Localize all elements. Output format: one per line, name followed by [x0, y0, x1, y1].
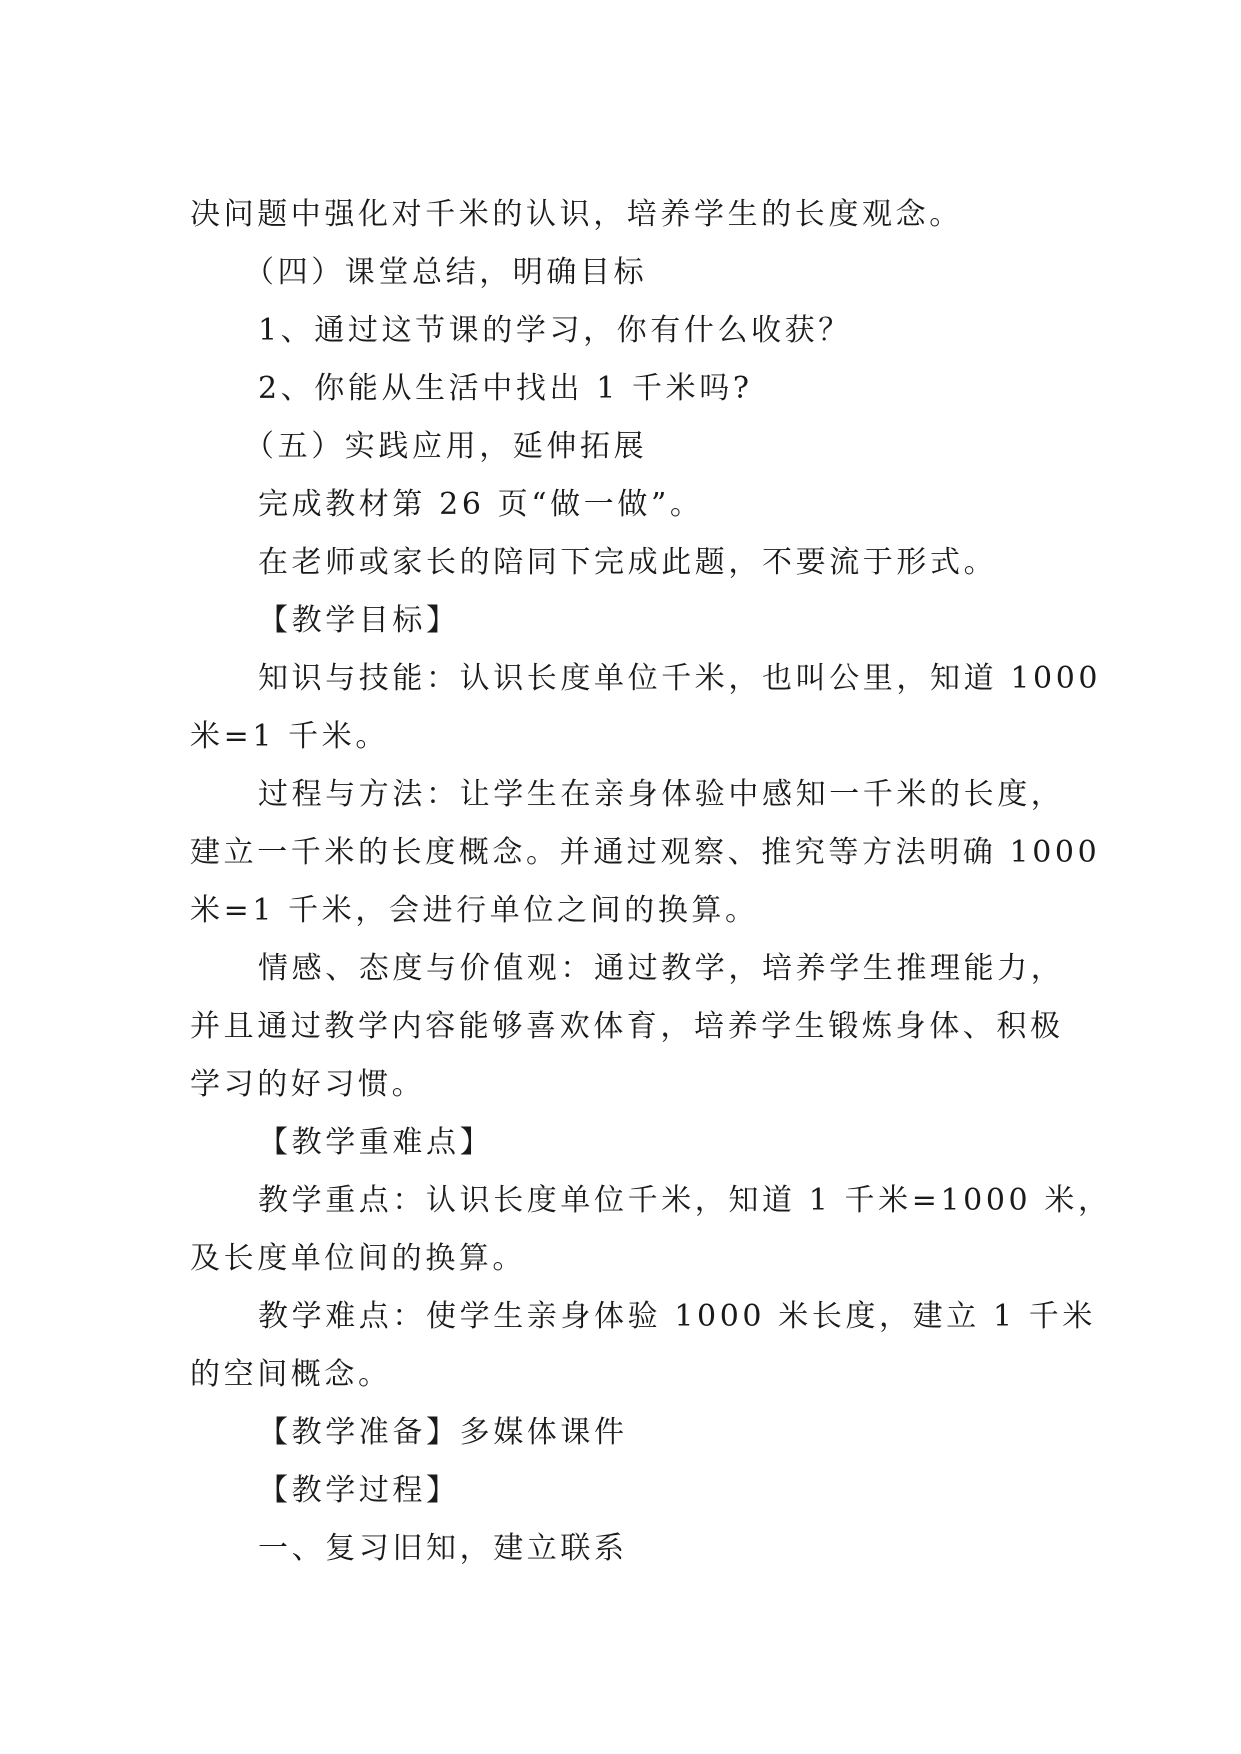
body-line: 的空间概念。 [190, 1357, 392, 1392]
body-line: 知识与技能：认识长度单位千米，也叫公里，知道 1000 [258, 661, 1102, 696]
bracket-heading-preparation: 【教学准备】多媒体课件 [258, 1415, 628, 1450]
body-line: 过程与方法：让学生在亲身体验中感知一千米的长度， [258, 777, 1065, 812]
body-line: 米=1 千米。 [190, 719, 389, 754]
body-line: 米=1 千米，会进行单位之间的换算。 [190, 893, 759, 928]
section-heading-5: （五）实践应用，延伸拓展 [244, 429, 648, 464]
body-line: 在老师或家长的陪同下完成此题，不要流于形式。 [258, 545, 998, 580]
body-line: 教学难点：使学生亲身体验 1000 米长度，建立 1 千米 [258, 1299, 1096, 1334]
section-heading-4: （四）课堂总结，明确目标 [244, 255, 648, 290]
body-line: 情感、态度与价值观：通过教学，培养学生推理能力， [258, 951, 1065, 986]
body-line: 并且通过教学内容能够喜欢体育，培养学生锻炼身体、积极 [190, 1009, 1064, 1044]
body-line: 建立一千米的长度概念。并通过观察、推究等方法明确 1000 [190, 835, 1101, 870]
body-line: 完成教材第 26 页“做一做”。 [258, 487, 704, 522]
body-line: 及长度单位间的换算。 [190, 1241, 526, 1276]
question-item-1: 1、通过这节课的学习，你有什么收获？ [258, 313, 852, 348]
body-line: 教学重点：认识长度单位千米，知道 1 千米=1000 米， [258, 1183, 1112, 1218]
bracket-heading-process: 【教学过程】 [258, 1473, 460, 1508]
body-line: 学习的好习惯。 [190, 1067, 426, 1102]
question-item-2: 2、你能从生活中找出 1 千米吗? [258, 371, 753, 406]
body-line: 决问题中强化对千米的认识，培养学生的长度观念。 [190, 197, 963, 232]
bracket-heading-goals: 【教学目标】 [258, 603, 460, 638]
section-heading-review: 一、复习旧知，建立联系 [258, 1531, 628, 1566]
bracket-heading-key-points: 【教学重难点】 [258, 1125, 494, 1160]
